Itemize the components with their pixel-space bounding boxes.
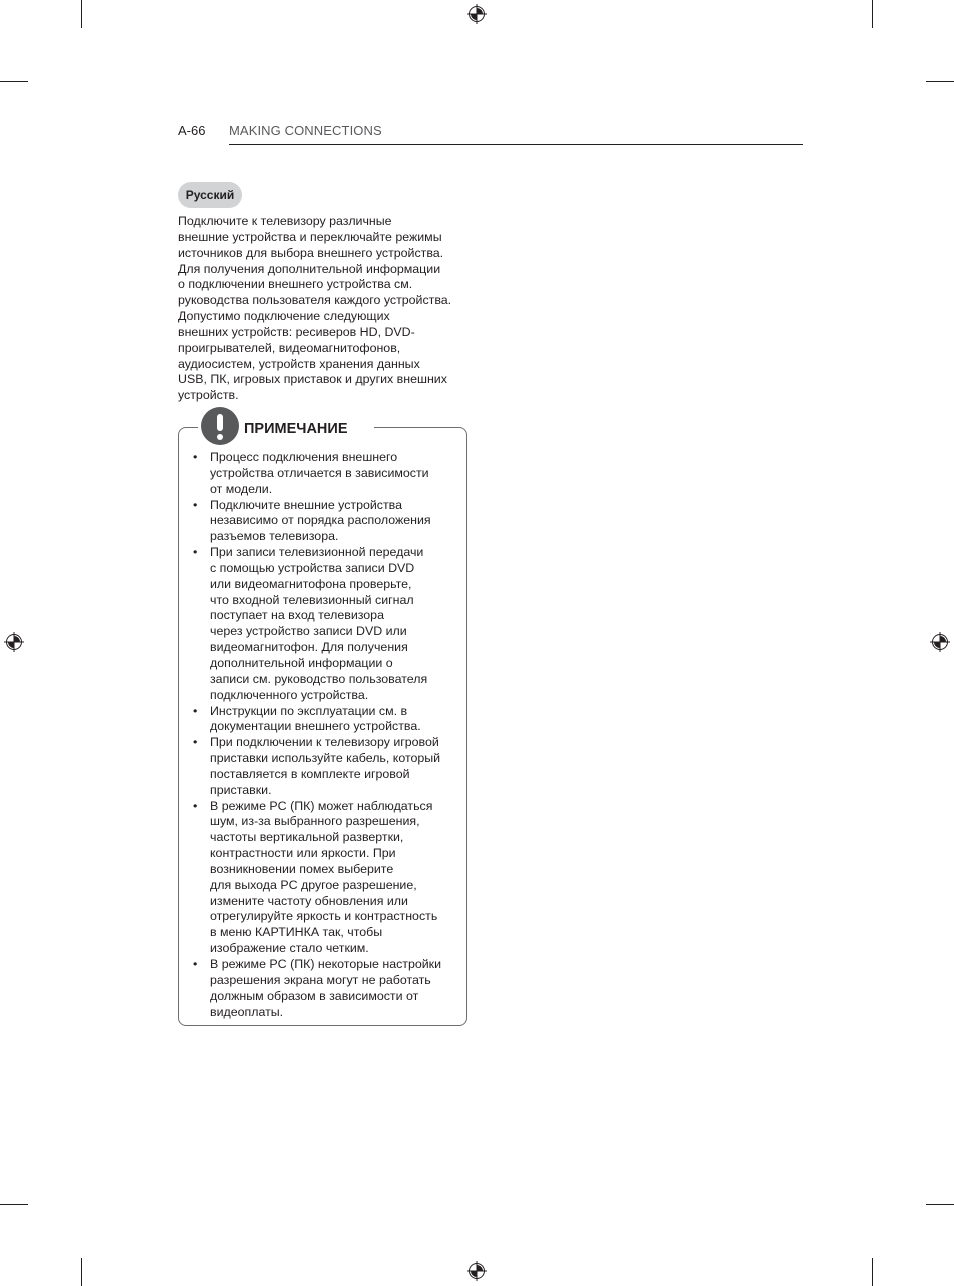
note-list bbox=[192, 450, 462, 1020]
registration-mark-right-icon bbox=[930, 632, 950, 652]
bullet-icon: • bbox=[193, 957, 198, 971]
note-item bbox=[192, 498, 462, 546]
crop-mark-top-right-h bbox=[926, 81, 954, 82]
note-item-text: В режиме PC (ПК) может наблюдаться шум, из-за выбранного разрешения, частоты вертикальной развертки, контрастности или яркости. При возникновении помех выберите для выхода PC другое разрешение, измените частоту обновления или отрегулируйте яркость и контрастность в меню КАРТИНКА так, чтобы изображение стало четким. bbox=[210, 798, 438, 956]
note-item bbox=[192, 450, 462, 498]
crop-mark-bottom-right-h bbox=[926, 1204, 954, 1205]
registration-mark-left-icon bbox=[4, 632, 24, 652]
note-item-text: Процесс подключения внешнего устройства отличается в зависимости от модели. bbox=[210, 450, 429, 496]
note-item-text: Подключите внешние устройства независимо от порядка расположения разъемов телевизора. bbox=[210, 497, 431, 544]
note-item bbox=[192, 799, 462, 957]
intro-paragraph: Подключите к телевизору различные внешние устройства и переключайте режимы источников для выбора внешнего устройства. Для получения дополнительной информации о подключении внешнего устройства см. руководства пользователя каждого устройства. Допустимо подключение следующих внешних устройств: ресиверов HD, DVD- проигрывателей, видеомагнитофонов, аудиосистем, устройств хранения данных USB, ПК, игровых приставок и других внешних устройств. bbox=[178, 214, 452, 403]
exclamation-icon bbox=[201, 407, 239, 445]
crop-mark-top-left-h bbox=[0, 81, 28, 82]
note-title: ПРИМЕЧАНИЕ bbox=[244, 421, 348, 437]
bullet-icon: • bbox=[193, 703, 198, 718]
crop-mark-bottom-right-v bbox=[872, 1258, 873, 1286]
bullet-icon: • bbox=[193, 735, 198, 750]
note-item-text: При подключении к телевизору игровой приставки используйте кабель, который поставляется в комплекте игровой приставки. bbox=[210, 735, 441, 797]
registration-mark-bottom-icon bbox=[467, 1261, 487, 1281]
crop-mark-bottom-left-v bbox=[81, 1258, 82, 1286]
section-title: MAKING CONNECTIONS bbox=[229, 123, 382, 138]
header-rule bbox=[229, 144, 803, 145]
bullet-icon: • bbox=[193, 497, 198, 512]
crop-mark-top-right-v bbox=[872, 0, 873, 28]
bullet-icon: • bbox=[193, 798, 198, 813]
note-header bbox=[198, 406, 374, 444]
note-item bbox=[192, 704, 462, 736]
bullet-icon: • bbox=[193, 545, 198, 560]
note-item-text: В режиме PC (ПК) некоторые настройки разрешения экрана могут не работать должным образом в зависимости от видеоплаты. bbox=[210, 957, 442, 1019]
page-header bbox=[178, 122, 803, 146]
note-item-text: Инструкции по эксплуатации см. в документации внешнего устройства. bbox=[210, 703, 421, 734]
bullet-icon: • bbox=[193, 450, 198, 464]
note-item bbox=[192, 545, 462, 703]
note-item bbox=[192, 957, 462, 1020]
crop-mark-top-left-v bbox=[81, 0, 82, 28]
registration-mark-top-icon bbox=[467, 4, 487, 24]
note-item-text: При записи телевизионной передачи с помощью устройства записи DVD или видеомагнитофона проверьте, что входной телевизионный сигнал поступает на вход телевизора через устройство записи DVD или видеомагнитофон. Для получения дополнительной информации о записи см. руководство пользователя подключенного устройства. bbox=[210, 545, 428, 702]
note-item bbox=[192, 735, 462, 798]
language-badge: Русский bbox=[178, 182, 242, 208]
page-number: A-66 bbox=[178, 123, 206, 138]
crop-mark-bottom-left-h bbox=[0, 1204, 28, 1205]
